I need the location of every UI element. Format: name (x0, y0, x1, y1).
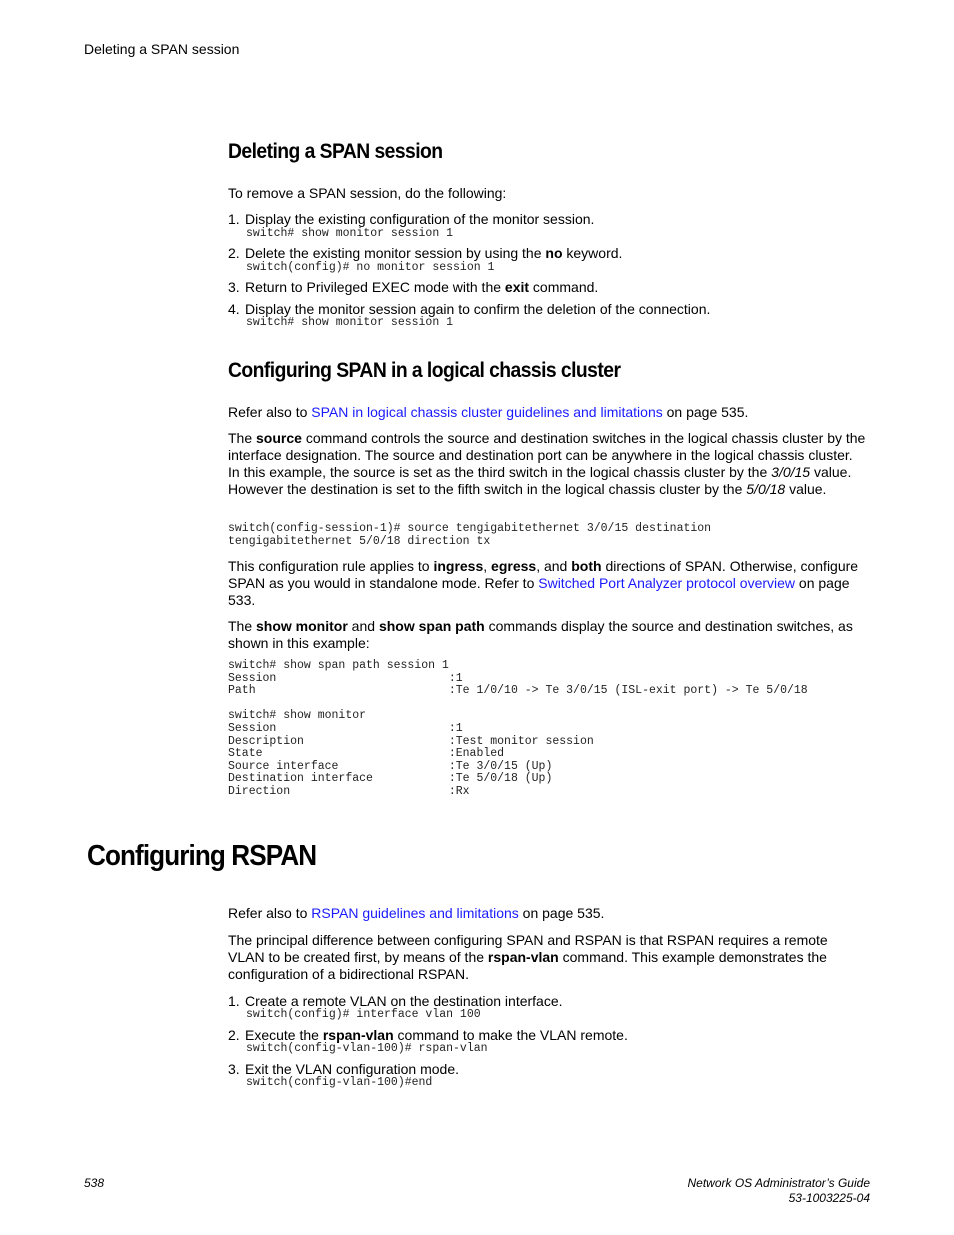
rspan-guidelines-link[interactable]: RSPAN guidelines and limitations (311, 905, 519, 921)
step-item: 2. Delete the existing monitor session by using the no keyword. (228, 245, 623, 261)
step-item: 4. Display the monitor session again to confirm the deletion of the connection. (228, 301, 711, 317)
step-item: 3. Exit the VLAN configuration mode. (228, 1061, 460, 1077)
code-snippet: switch(config-vlan-100)# rspan-vlan (246, 1042, 488, 1055)
code-snippet: switch(config-vlan-100)#end (246, 1076, 433, 1089)
span-overview-link[interactable]: Switched Port Analyzer protocol overview (538, 575, 796, 591)
step-item: 3. Return to Privileged EXEC mode with the exit command. (228, 279, 599, 295)
step-item: 1. Create a remote VLAN on the destination interface. (228, 993, 563, 1009)
code-snippet: switch(config)# no monitor session 1 (246, 261, 495, 274)
running-header: Deleting a SPAN session (84, 41, 240, 57)
chapter-heading-rspan: Configuring RSPAN (87, 840, 317, 872)
page-number: 538 (84, 1176, 105, 1190)
code-snippet: switch# show monitor session 1 (246, 316, 454, 329)
paragraph-show-commands: The show monitor and show span path commands display the source and destination switches, as shown in this example: (228, 618, 853, 651)
intro-text: To remove a SPAN session, do the following: (228, 185, 507, 201)
doc-title: Network OS Administrator’s Guide (687, 1176, 870, 1190)
span-guidelines-link[interactable]: SPAN in logical chassis cluster guidelines and limitations (311, 404, 663, 420)
refer-also-text: Refer also to RSPAN guidelines and limitations on page 535. (228, 905, 605, 921)
section-heading-delete-span: Deleting a SPAN session (228, 140, 443, 163)
step-item: 2. Execute the rspan-vlan command to make the VLAN remote. (228, 1027, 628, 1043)
code-block: switch(config-session-1)# source tengigabitethernet 3/0/15 destination tengigabitethernet 5/0/18 direction tx (228, 522, 712, 548)
paragraph-rspan-difference: The principal difference between configuring SPAN and RSPAN is that RSPAN requires a remote VLAN to be created first, by means of the rspan-vlan command. This example demonstrates the configuration of a bidirectional RSPAN. (228, 932, 828, 982)
code-snippet: switch# show monitor session 1 (246, 227, 454, 240)
code-snippet: switch(config)# interface vlan 100 (246, 1008, 481, 1021)
doc-number: 53-1003225-04 (788, 1191, 870, 1205)
paragraph-source-command: The source command controls the source and destination switches in the logical chassis cluster by the interface designation. The source and destination port can be anywhere in the logical chassis cluster. In this example, the source is set as the third switch in the logical chassis cluster by the 3/0/15 value. However the destination is set to the fifth switch in the logical chassis cluster by the 5/0/18 value. (228, 430, 866, 497)
step-item: 1. Display the existing configuration of the monitor session. (228, 211, 595, 227)
paragraph-config-rule: This configuration rule applies to ingress, egress, and both directions of SPAN. Otherwise, configure SPAN as you would in standalone mode. Refer to Switched Port Analyzer protocol overview on page 533. (228, 558, 859, 608)
code-block: switch# show span path session 1 Session :1 Path :Te 1/0/10 -> Te 3/0/15 (ISL-exit port) -> Te 5/0/18 switch# show monitor Session :1 Description :Test monitor session State :Enabled Source interface :Te 3/0/15 (Up) Destination interface :Te 5/0/18 (Up) Direction :Rx (228, 659, 808, 798)
section-heading-span-logical-chassis: Configuring SPAN in a logical chassis cluster (228, 359, 621, 382)
refer-also-text: Refer also to SPAN in logical chassis cluster guidelines and limitations on page 535. (228, 404, 749, 420)
